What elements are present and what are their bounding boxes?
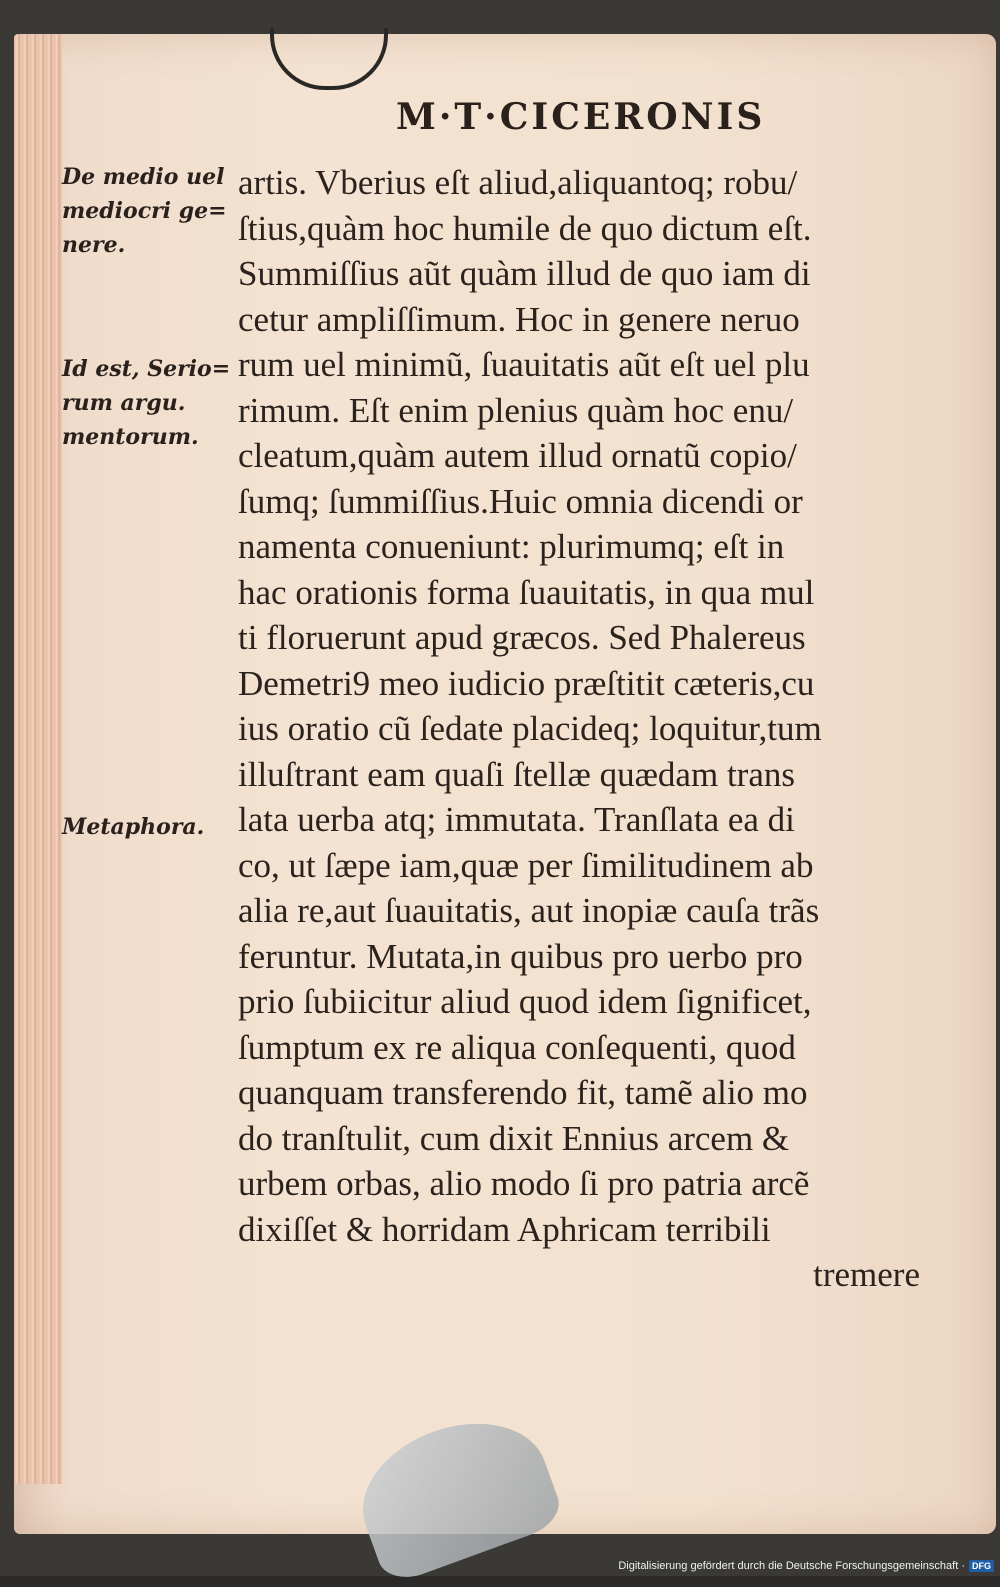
margin-note-line: De medio uel: [62, 164, 225, 190]
text-line: lata uerba atq; immutata. Tranſlata ea di: [238, 800, 795, 839]
footer-credit: [618, 1560, 994, 1572]
margin-note-line: mentorum.: [62, 424, 199, 450]
page-edges: [14, 34, 62, 1484]
text-line: ſumptum ex re aliqua conſequenti, quod: [238, 1027, 796, 1067]
margin-note-line: Metaphora.: [62, 814, 205, 840]
text-line: hac orationis forma ſuauitatis, in qua mul: [238, 572, 815, 612]
text-line: prio ſubiicitur aliud quod idem ſignificet,: [238, 982, 812, 1021]
dfg-logo: DFG: [969, 1560, 994, 1572]
text-line: rimum. Eſt enim plenius quàm hoc enu/: [238, 390, 794, 430]
margin-note-demedio: [62, 160, 227, 262]
margin-note-line: nere.: [62, 232, 126, 258]
text-line: cetur ampliſſimum. Hoc in genere neruo: [238, 299, 800, 339]
running-head: M·T·CICERONIS: [396, 96, 766, 138]
text-line: namenta conueniunt: plurimumq; eſt in: [238, 527, 785, 566]
text-line: urbem orbas, alio modo ſi pro patria arcẽ: [238, 1164, 810, 1203]
text-line: Demetri9 meo iudicio præſtitit cæteris,cu: [238, 663, 815, 703]
text-line: do tranſtulit, cum dixit Ennius arcem &: [238, 1118, 790, 1158]
margin-note-metaphora: [62, 810, 204, 844]
text-line: ſtius,quàm hoc humile de quo dictum eſt.: [238, 208, 812, 248]
margin-note-line: Id est, Serio=: [62, 356, 231, 382]
body-text: [238, 160, 938, 1298]
text-line: ſumq; ſummiſſius.Huic omnia dicendi or: [238, 481, 803, 521]
margin-note-line: rum argu.: [62, 390, 186, 416]
catchword: tremere: [813, 1255, 920, 1294]
text-line: illuſtrant eam quaſi ſtellæ quædam trans: [238, 754, 795, 794]
text-line: quanquam transferendo fit, tamẽ alio mo: [238, 1073, 808, 1112]
margin-note-idest: [62, 352, 230, 454]
text-line: rum uel minimũ, ſuauitatis aũt eſt uel plu: [238, 345, 810, 384]
text-line: ius oratio cũ ſedate placideq; loquitur,tum: [238, 709, 822, 748]
text-line: alia re,aut ſuauitatis, aut inopiæ cauſa trãs: [238, 891, 820, 930]
text-line: artis. Vberius eſt aliud,aliquantoq; robu/: [238, 163, 798, 202]
text-line: feruntur. Mutata,in quibus pro uerbo pro: [238, 936, 803, 976]
text-line: Summiſſius aũt quàm illud de quo iam di: [238, 254, 811, 293]
text-line: co, ut ſæpe iam,quæ per ſimilitudinem ab: [238, 845, 814, 885]
footer-credit-text: Digitalisierung gefördert durch die Deutsche Forschungsgemeinschaft ·: [618, 1560, 965, 1572]
text-line: cleatum,quàm autem illud ornatũ copio/: [238, 436, 797, 475]
text-line: ti floruerunt apud græcos. Sed Phalereus: [238, 618, 806, 657]
margin-note-line: mediocri ge=: [62, 198, 227, 224]
text-line: dixiſſet & horridam Aphricam terribili: [238, 1209, 771, 1249]
